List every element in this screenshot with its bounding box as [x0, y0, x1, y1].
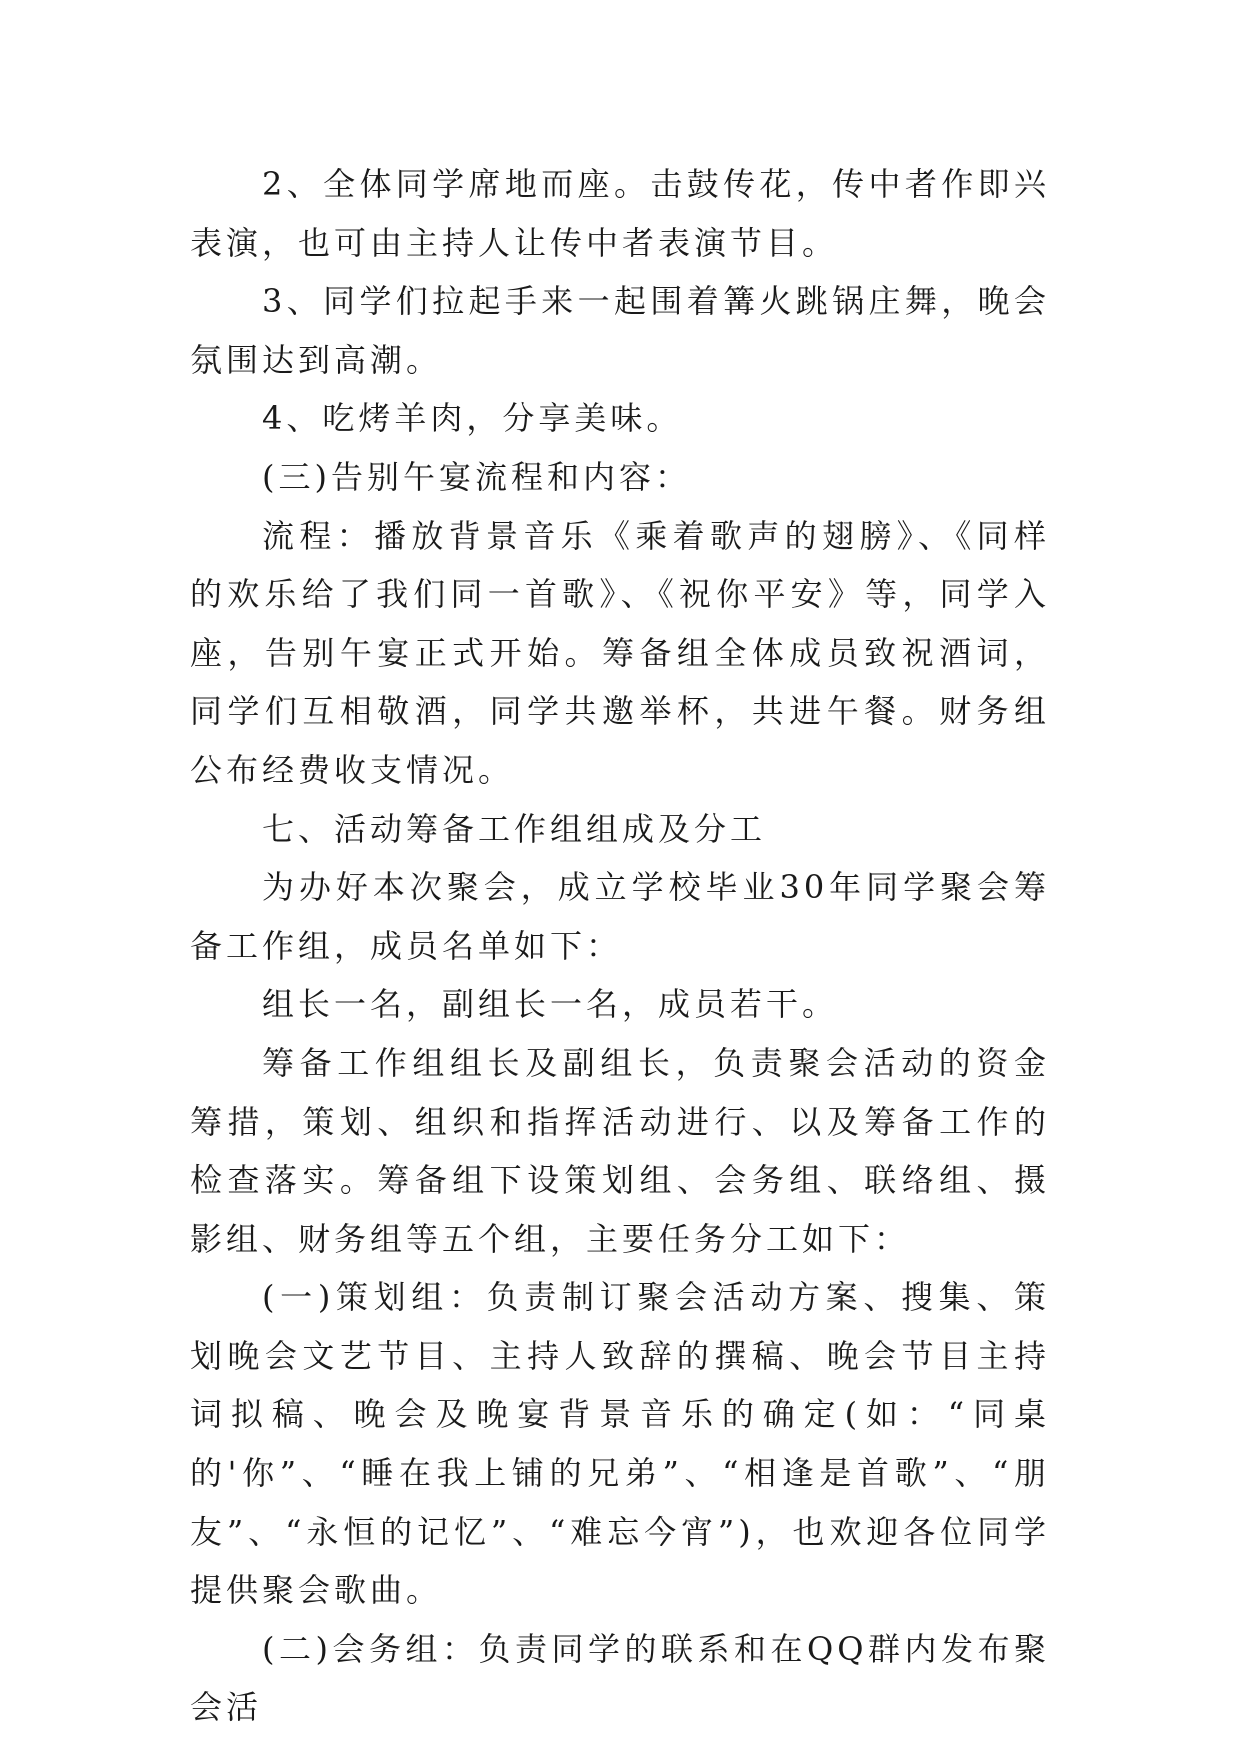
paragraph-planning-group: (一)策划组：负责制订聚会活动方案、搜集、策划晚会文艺节目、主持人致辞的撰稿、晚会节目主持词拟稿、晚会及晚宴背景音乐的确定(如：“同桌的'你”、“睡在我上铺的兄弟”、“相逢是首歌”、“朋友”、“永恒的记忆”、“难忘今宵”)，也欢迎各位同学提供聚会歌曲。: [190, 1278, 1050, 1610]
paragraph-committee-members: 组长一名，副组长一名，成员若干。: [262, 985, 839, 1024]
paragraph-program-item-3: 3、同学们拉起手来一起围着篝火跳锅庄舞，晚会氛围达到高潮。: [190, 282, 1050, 379]
paragraph-committee-duties: 筹备工作组组长及副组长，负责聚会活动的资金筹措，策划、组织和指挥活动进行、以及筹备工作的检查落实。筹备组下设策划组、会务组、联络组、摄影组、财务组等五个组，主要任务分工如下：: [190, 1043, 1050, 1258]
paragraph-program-item-4: 4、吃烤羊肉，分享美味。: [262, 399, 683, 438]
paragraph-program-item-2: 2、全体同学席地而座。击鼓传花，传中者作即兴表演，也可由主持人让传中者表演节目。: [190, 165, 1050, 262]
section-heading-seven: 七、活动筹备工作组组成及分工: [262, 809, 767, 848]
paragraph-lunch-process: 流程：播放背景音乐《乘着歌声的翅膀》、《同样的欢乐给了我们同一首歌》、《祝你平安》等，同学入座，告别午宴正式开始。筹备组全体成员致祝酒词，同学们互相敬酒，同学共邀举杯，共进午餐。财务组公布经费收支情况。: [190, 516, 1050, 789]
paragraph-affairs-group: (二)会务组：负责同学的联系和在QQ群内发布聚会活: [190, 1629, 1050, 1727]
paragraph-committee-intro: 为办好本次聚会，成立学校毕业30年同学聚会筹备工作组，成员名单如下：: [190, 868, 1050, 965]
paragraph-lunch-heading: (三)告别午宴流程和内容：: [262, 457, 691, 496]
document-body: [190, 155, 1050, 1737]
